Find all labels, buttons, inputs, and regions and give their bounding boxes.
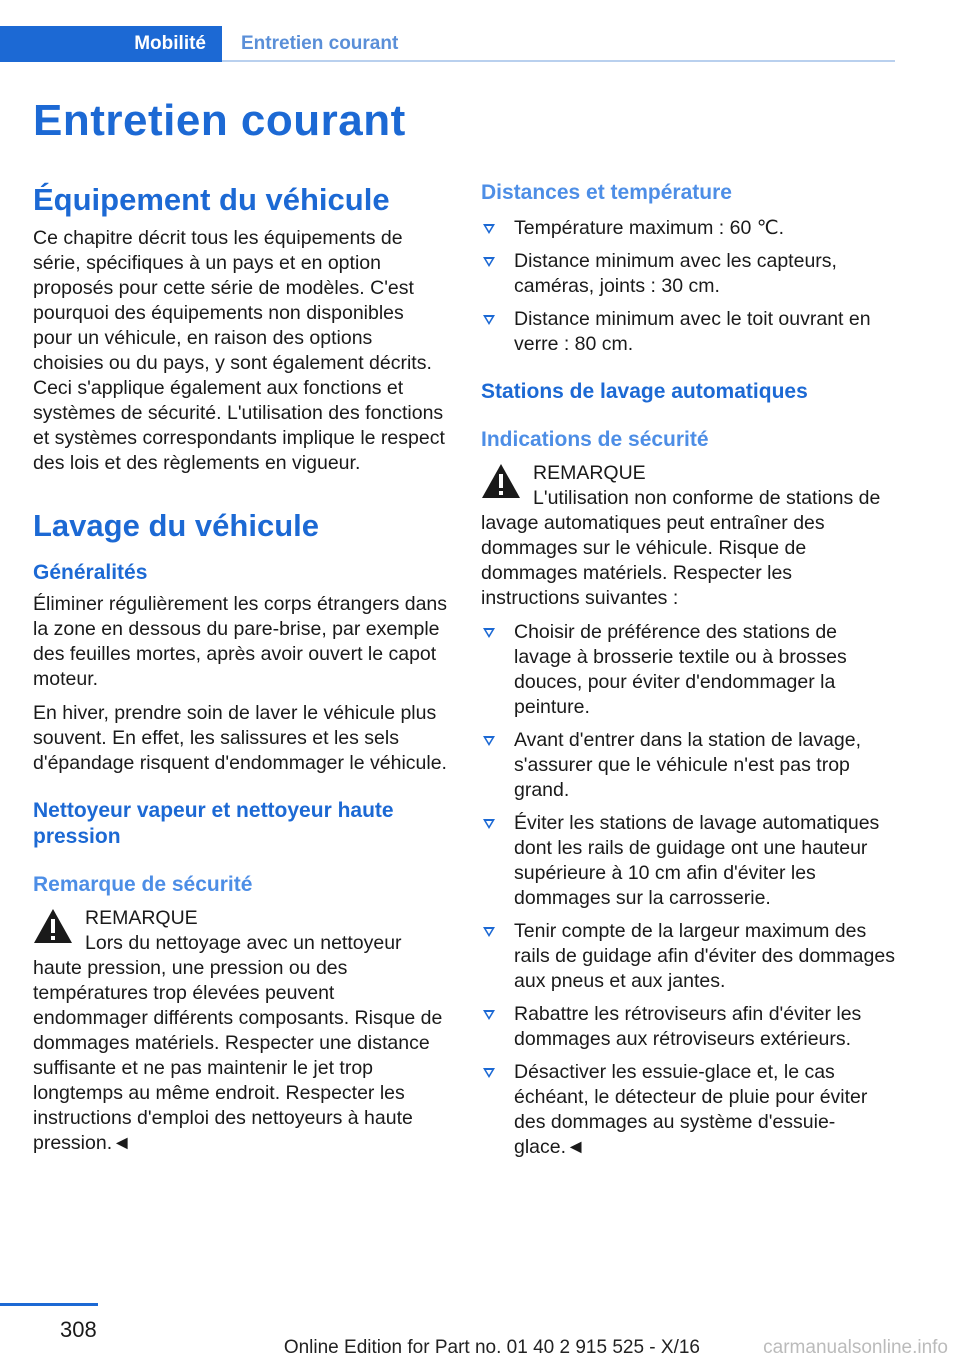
equipment-heading: Équipement du véhicule — [33, 182, 390, 217]
list-item: Éviter les stations de lavage automatiques dont les rails de guidage ont une hauteur supérieure à 10 cm afin d'éviter les dommages sur la carrosserie. — [481, 811, 895, 911]
bullet-triangle-icon — [483, 257, 495, 267]
stations-heading: Stations de lavage automatiques — [481, 380, 808, 403]
bullet-triangle-icon — [483, 736, 495, 746]
safety-note-heading: Remarque de sécurité — [33, 873, 253, 896]
distances-heading: Distances et température — [481, 181, 732, 204]
bullet-triangle-icon — [483, 1010, 495, 1020]
washing-heading: Lavage du véhicule — [33, 508, 319, 543]
list-item: Désactiver les essuie-glace et, le cas échéant, le détecteur de pluie pour éviter des dommages au système d'essuie-glace.◄ — [481, 1060, 895, 1160]
page-title: Entretien courant — [33, 96, 406, 145]
list-item: Choisir de préférence des stations de lavage à brosserie textile ou à brosses douces, pour éviter d'endommager la peinture. — [481, 620, 895, 720]
warning-title: REMARQUE — [533, 462, 646, 484]
list-item: Distance minimum avec le toit ouvrant en verre : 80 cm. — [481, 307, 895, 357]
general-heading: Généralités — [33, 561, 148, 584]
warning-triangle-icon — [33, 908, 73, 944]
bullet-triangle-icon — [483, 628, 495, 638]
warning-triangle-icon — [481, 463, 521, 499]
tab-mobilite-label: Mobilité — [134, 33, 206, 54]
equipment-paragraph: Ce chapitre décrit tous les équipements de série, spécifiques à un pays et en option proposés pour cette série de modèles. C'est pourquoi des équipements non disponibles pour un véhicule, en raison des options choisies ou du pays, y sont également décrits. Ceci s'applique également aux fonctions et systèmes de sécurité. L'utilisation des fonctions et systèmes correspondants implique le respect des lois et des règlements en vigueur. — [33, 227, 445, 474]
steam-cleaner-heading: Nettoyeur vapeur et nettoyeur haute pression — [33, 799, 394, 848]
list-item: Tenir compte de la largeur maximum des rails de guidage afin d'éviter des dommages aux pneus et aux jantes. — [481, 919, 895, 994]
watermark: carmanualsonline.info — [763, 1337, 948, 1358]
header-bar — [0, 26, 895, 62]
warning-text: Lors du nettoyage avec un nettoyeur haute pression, une pression ou des températures trop élevées peuvent endommager différents composants. Risque de dommages matériels. Respecter une distance suffisante et ne pas maintenir le jet trop longtemps au même endroit. Respecter les instructions d'emploi des nettoyeurs à haute pression.◄ — [33, 932, 443, 1154]
header-divider — [222, 60, 895, 62]
left-column — [33, 180, 448, 1165]
warning-block — [33, 906, 448, 1156]
right-column — [481, 180, 895, 1168]
list-item: Distance minimum avec les capteurs, caméras, joints : 30 cm. — [481, 249, 895, 299]
footer-divider — [0, 1303, 98, 1306]
general-paragraph-1: Éliminer régulièrement les corps étrangers dans la zone en dessous du pare-brise, par exemple des feuilles mortes, après avoir ouvert le capot moteur. — [33, 593, 448, 690]
bullet-triangle-icon — [483, 927, 495, 937]
distances-list — [481, 216, 895, 357]
bullet-triangle-icon — [483, 1068, 495, 1078]
warning-block — [481, 461, 895, 611]
tab-entretien-courant[interactable]: Entretien courant — [241, 33, 399, 54]
page-number: 308 — [60, 1317, 97, 1342]
list-item: Rabattre les rétroviseurs afin d'éviter les dommages aux rétroviseurs extérieurs. — [481, 1002, 895, 1052]
stations-list — [481, 620, 895, 1160]
warning-text: L'utilisation non conforme de stations de lavage automatiques peut entraîner des dommages sur le véhicule. Risque de dommages matériels. Respecter les instructions suivantes : — [481, 487, 881, 609]
list-item: Avant d'entrer dans la station de lavage, s'assurer que le véhicule n'est pas trop grand. — [481, 728, 895, 803]
edition-note: Online Edition for Part no. 01 40 2 915 525 - X/16 — [283, 1337, 700, 1358]
bullet-triangle-icon — [483, 819, 495, 829]
stations-safety-heading: Indications de sécurité — [481, 428, 709, 451]
list-item: Température maximum : 60 ℃. — [481, 216, 895, 241]
warning-title: REMARQUE — [85, 907, 198, 929]
bullet-triangle-icon — [483, 224, 495, 234]
tab-mobilite[interactable] — [0, 26, 222, 62]
bullet-triangle-icon — [483, 315, 495, 325]
general-paragraph-2: En hiver, prendre soin de laver le véhicule plus souvent. En effet, les salissures et les sels d'épandage risquent d'endommager le véhicule. — [33, 702, 447, 774]
